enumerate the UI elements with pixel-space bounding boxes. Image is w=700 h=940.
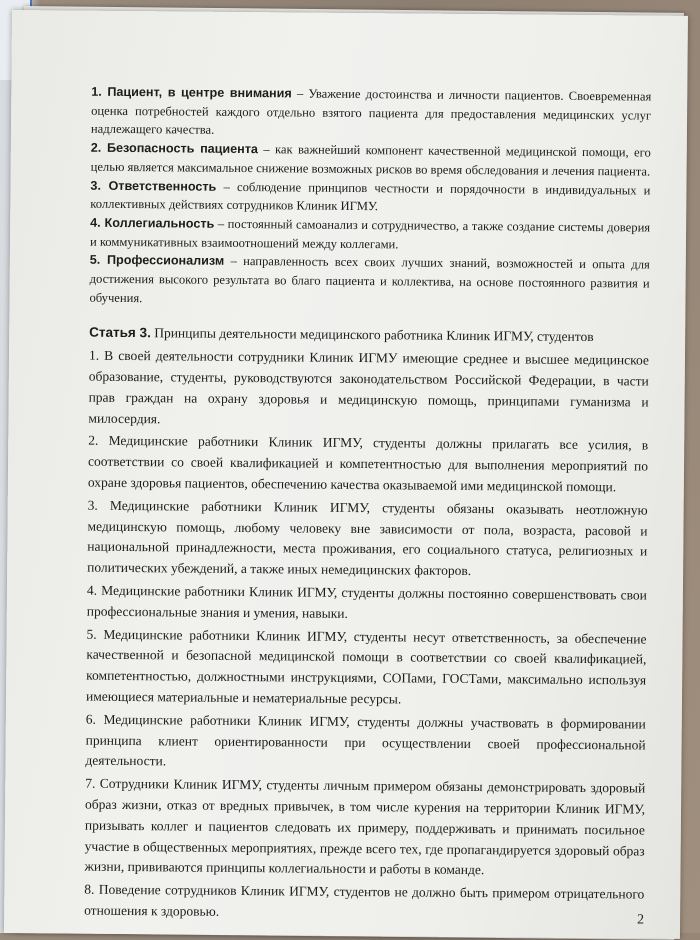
principle-item [90,214,650,256]
article-label: Статья 3. [89,325,151,341]
principle-separator: – [216,179,238,194]
principle-title: Безопасность пациента [106,140,259,157]
principle-separator: – [214,216,228,231]
article-3 [84,323,649,926]
principle-text: постоянный самоанализ и сотрудничество, а также создание системы доверия и коммуникативных взаимоотношений между коллегами. [89,216,651,252]
article-title: Принципы деятельности медицинского работника Клиник ИГМУ, студентов [154,325,594,345]
principle-separator: – [257,142,276,157]
principle-text: направленность всех своих лучших знаний, возможностей и опыта для достижения высокого результата во благо пациента и коллектива, на основе постоянного развития и обучения. [89,254,650,305]
principle-separator: – [224,254,244,269]
principle-item [91,139,651,181]
principle-heading [90,178,216,193]
article-item: 4. Медицинские работники Клиник ИГМУ, студенты должны постоянно совершенствовать свои профессиональные знания и умения, навыки. [86,582,647,621]
principle-title: Профессионализм [106,253,225,269]
principle-num: 1. [91,84,102,99]
principle-num: 3. [90,178,102,193]
principle-num: 2. [90,140,102,155]
principle-num: 4. [90,215,101,230]
article-item: 7. Сотрудники Клиник ИГМУ, студенты личным примером обязаны демонстрировать здоровый образ жизни, отказ от вредных привычек, в том числе курения на территории Клиник ИГМУ, призывать коллег и пациентов следовать их примеру, поддерживать и принимать посильное участие в общественных мероприятиях, прежде всего тех, где пропагандируется здоровый образ жизни, прививаются принципы коллегиальности и работы в команде. [84,775,646,878]
principle-title: Коллегиальность [104,215,215,231]
page-number: 2 [637,912,645,928]
article-heading [89,323,649,349]
principle-text: как важнейший компонент качественной медицинской помощи, его целью является максимальное снижение возможных рисков во время обследования и лечения пациента. [90,142,651,179]
principle-heading [90,253,224,268]
principle-heading [91,85,292,101]
principle-item [90,176,650,218]
article-item: 5. Медицинские работники Клиник ИГМУ, студенты несут ответственность, за обеспечение качественной и безопасной медицинской помощи в соответствии со своей квалификацией, компетентностью, должностными инструкциями, СОПами, ГОСТами, максимально используя имеющиеся материальные и нематериальные ресурсы. [85,626,647,707]
principle-title: Ответственность [108,178,217,194]
principles-list [89,83,651,312]
principle-item [91,83,651,144]
principle-text: соблюдение принципов честности и порядочности в индивидуальных и коллективных действиях сотрудников Клиник ИГМУ. [90,179,651,214]
article-item: 1. В своей деятельности сотрудники Клиник ИГМУ имеющие среднее и высшее медицинское образование, студенты, руководствуются законодательством Российской Федерации, в части прав граждан на охрану здоровья и медицинскую помощь, принципами гуманизма и милосердия. [88,347,650,426]
principle-title: Пациент, в центре внимания [107,84,292,101]
principle-separator: – [291,86,309,101]
principle-text: Уважение достоинства и личности пациентов. Своевременная оценка потребностей каждого отдельно взятого пациента для предоставления медицинских услуг надлежащего качества. [90,86,652,138]
page-content [84,83,651,929]
article-item: 8. Поведение сотрудников Клиник ИГМУ, студентов не должно быть примером отрицательного отношения к здоровью. [84,881,645,919]
article-item: 2. Медицинские работники Клиник ИГМУ, студенты должны прилагать все усилия, в соответствии со своей квалификацией и компетентностью для выполнения мероприятий по охране здоровья пациентов, обеспечению качества оказываемой ими медицинской помощи. [87,433,649,495]
document-page [4,10,688,939]
principle-num: 5. [89,253,101,268]
principle-heading [90,216,214,231]
principle-heading [91,141,258,156]
article-item: 6. Медицинские работники Клиник ИГМУ, студенты должны участвовать в формировании принципа клиент ориентированности при осуществлении своей профессиональной деятельности. [85,711,646,769]
principle-item [89,251,649,312]
article-item: 3. Медицинские работники Клиник ИГМУ, студенты обязаны оказывать неотложную медицинскую помощь, любому человеку вне зависимости от пола, возраста, расовой и национальной принадлежности, места проживания, его социального статуса, религиозных и политических убеждений, а также иных немедицинских факторов. [87,497,648,579]
